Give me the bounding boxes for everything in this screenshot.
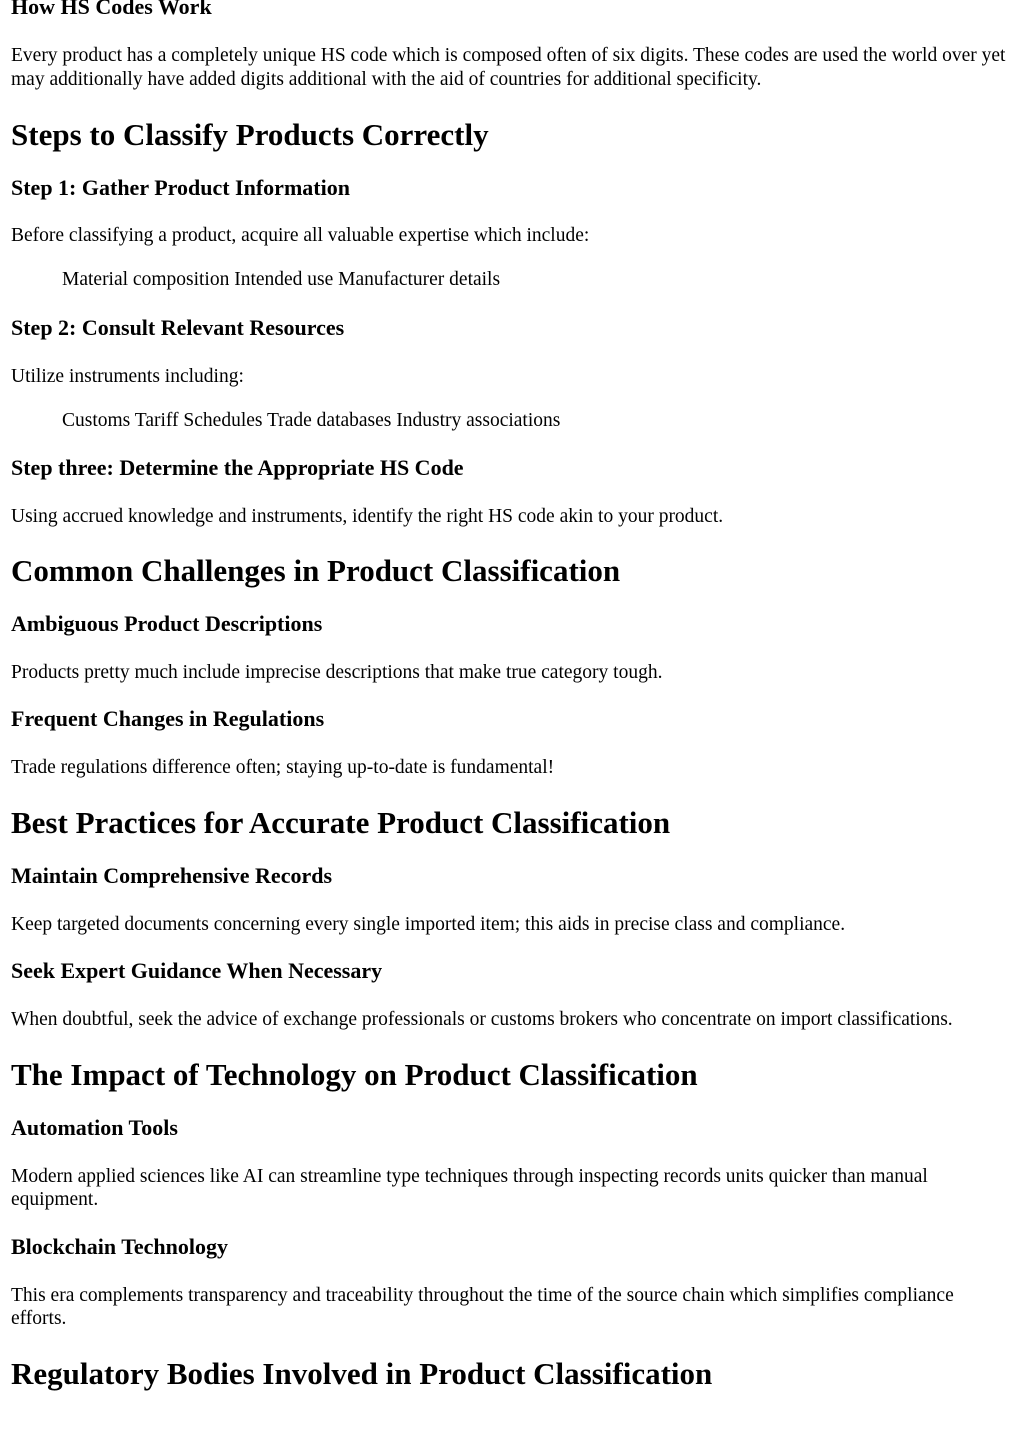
heading-best-practices: Best Practices for Accurate Product Classification bbox=[11, 804, 671, 840]
heading-regulatory-bodies: Regulatory Bodies Involved in Product Classification bbox=[11, 1355, 713, 1391]
heading-blockchain: Blockchain Technology bbox=[11, 1233, 229, 1259]
heading-automation-tools: Automation Tools bbox=[11, 1114, 178, 1140]
heading-how-hs-codes-work: How HS Codes Work bbox=[11, 0, 212, 19]
paragraph-frequent: Trade regulations difference often; staying up-to-date is fundamental! bbox=[11, 757, 555, 778]
heading-impact-technology: The Impact of Technology on Product Classification bbox=[11, 1056, 698, 1092]
paragraph-blockchain: This era complements transparency and traceability throughout the time of the source chain which simplifies compliance efforts. bbox=[11, 1284, 954, 1329]
paragraph-step-3: Using accrued knowledge and instruments, identify the right HS code akin to your product. bbox=[11, 506, 724, 527]
list-step-1: Material composition Intended use Manufacturer details bbox=[62, 268, 501, 290]
heading-common-challenges: Common Challenges in Product Classification bbox=[11, 552, 621, 588]
paragraph-step-2: Utilize instruments including: bbox=[11, 366, 244, 387]
heading-step-3: Step three: Determine the Appropriate HS Code bbox=[11, 455, 464, 480]
heading-steps-to-classify: Steps to Classify Products Correctly bbox=[11, 117, 489, 152]
paragraph-maintain-records: Keep targeted documents concerning every single imported item; this aids in precise class and compliance. bbox=[11, 913, 846, 935]
heading-step-2: Step 2: Consult Relevant Resources bbox=[11, 315, 345, 340]
list-step-2: Customs Tariff Schedules Trade databases Industry associations bbox=[62, 409, 561, 431]
paragraph-step-1: Before classifying a product, acquire all valuable expertise which include: bbox=[11, 225, 590, 246]
heading-maintain-records: Maintain Comprehensive Records bbox=[11, 862, 333, 888]
paragraph-how-hs-codes-work: Every product has a completely unique HS code which is composed often of six digits. These codes are used the world over yet may additionally have added digits additional with the aid of countries for additional specificity. bbox=[11, 45, 1006, 90]
heading-step-1: Step 1: Gather Product Information bbox=[11, 175, 350, 200]
heading-seek-expert: Seek Expert Guidance When Necessary bbox=[11, 958, 383, 983]
heading-ambiguous: Ambiguous Product Descriptions bbox=[11, 610, 323, 636]
paragraph-automation-tools: Modern applied sciences like AI can streamline type techniques through inspecting records units quicker than manual equipment. bbox=[11, 1165, 928, 1210]
paragraph-ambiguous: Products pretty much include imprecise descriptions that make true category tough. bbox=[11, 661, 663, 683]
paragraph-seek-expert: When doubtful, seek the advice of exchange professionals or customs brokers who concentrate on import classifications. bbox=[11, 1009, 953, 1030]
heading-frequent: Frequent Changes in Regulations bbox=[11, 706, 325, 731]
